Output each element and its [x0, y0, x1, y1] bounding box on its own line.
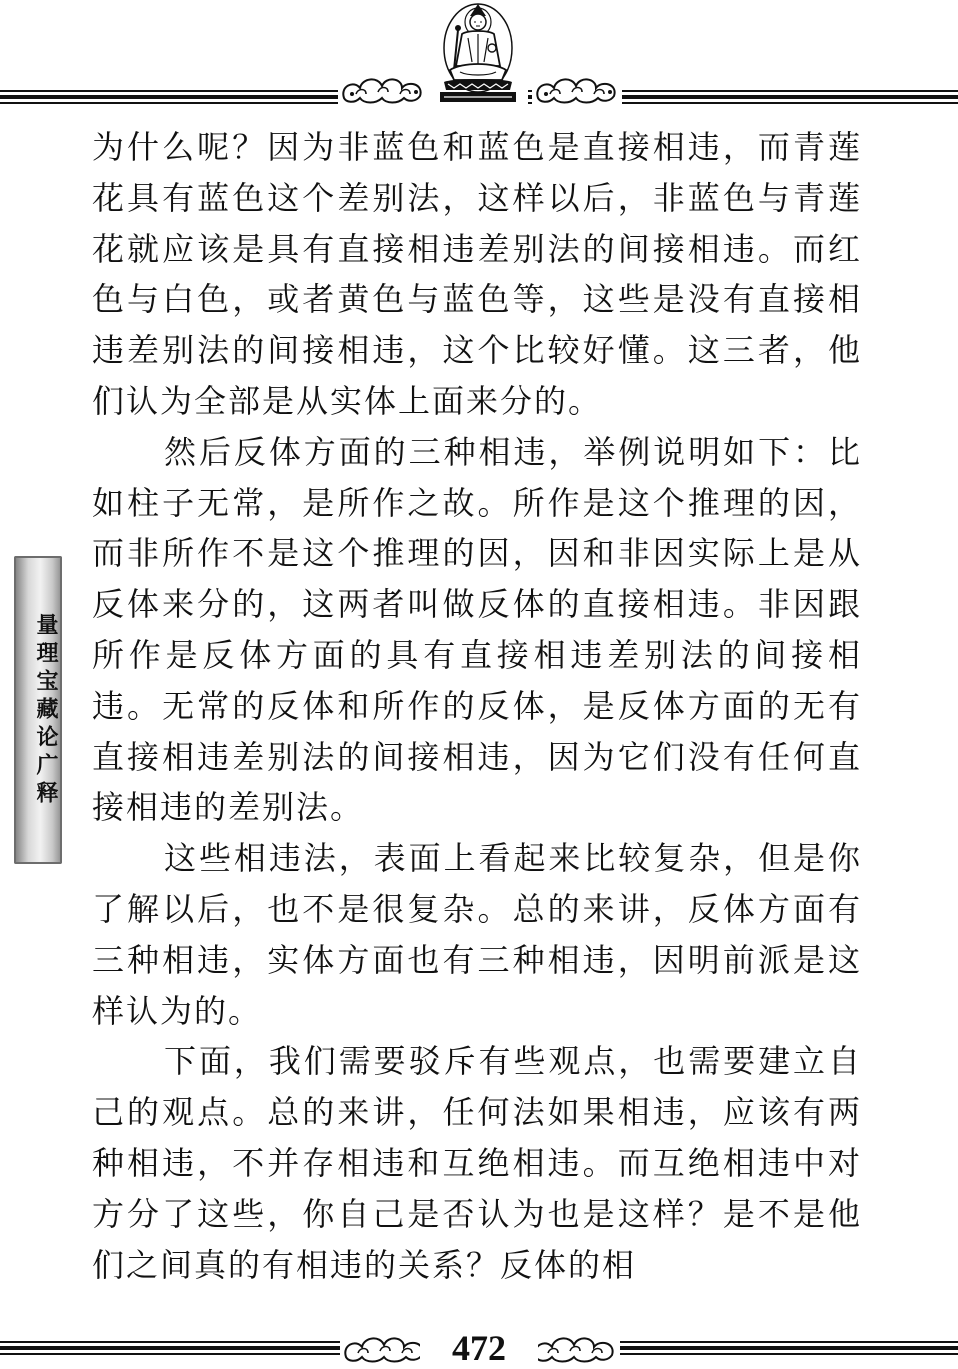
page-footer: [0, 1325, 958, 1369]
body-text: [92, 122, 862, 1290]
buddhist-deity-figure-icon: [428, 0, 528, 106]
page-header-ornament: [0, 0, 958, 110]
cloud-left-icon: [340, 1331, 430, 1365]
cloud-right-icon: [530, 1331, 620, 1365]
paragraph: 这些相违法，表面上看起来比较复杂，但是你了解以后，也不是很复杂。总的来讲，反体方面有三种相违，实体方面也有三种相违，因明前派是这样认为的。: [92, 839, 862, 1030]
cloud-left-icon: [338, 72, 428, 106]
cloud-right-icon: [532, 72, 622, 106]
paragraph: 下面，我们需要驳斥有些观点，也需要建立自己的观点。总的来讲，任何法如果相违，应该有两种相违，不并存相违和互绝相违。而互绝相违中对方分了这些，你自己是否认为也是这样？是不是他们之间真的有相违的关系？反体的相: [92, 1042, 862, 1284]
page-number: 472: [420, 1327, 538, 1369]
side-tab-title: 量理宝藏论广释: [33, 613, 59, 809]
paragraph: 为什么呢？因为非蓝色和蓝色是直接相违，而青莲花具有蓝色这个差别法，这样以后，非蓝色与青莲花就应该是具有直接相违差别法的间接相违。而红色与白色，或者黄色与蓝色等，这些是没有直接相违差别法的间接相违，这个比较好懂。这三者，他们认为全部是从实体上面来分的。: [92, 128, 862, 420]
side-tab: [14, 556, 62, 864]
paragraph: 然后反体方面的三种相违，举例说明如下：比如柱子无常，是所作之故。所作是这个推理的因，而非所作不是这个推理的因，因和非因实际上是从反体来分的，这两者叫做反体的直接相违。非因跟所作是反体方面的具有直接相违差别法的间接相违。无常的反体和所作的反体，是反体方面的无有直接相违差别法的间接相违，因为它们没有任何直接相违的差别法。: [92, 432, 862, 827]
